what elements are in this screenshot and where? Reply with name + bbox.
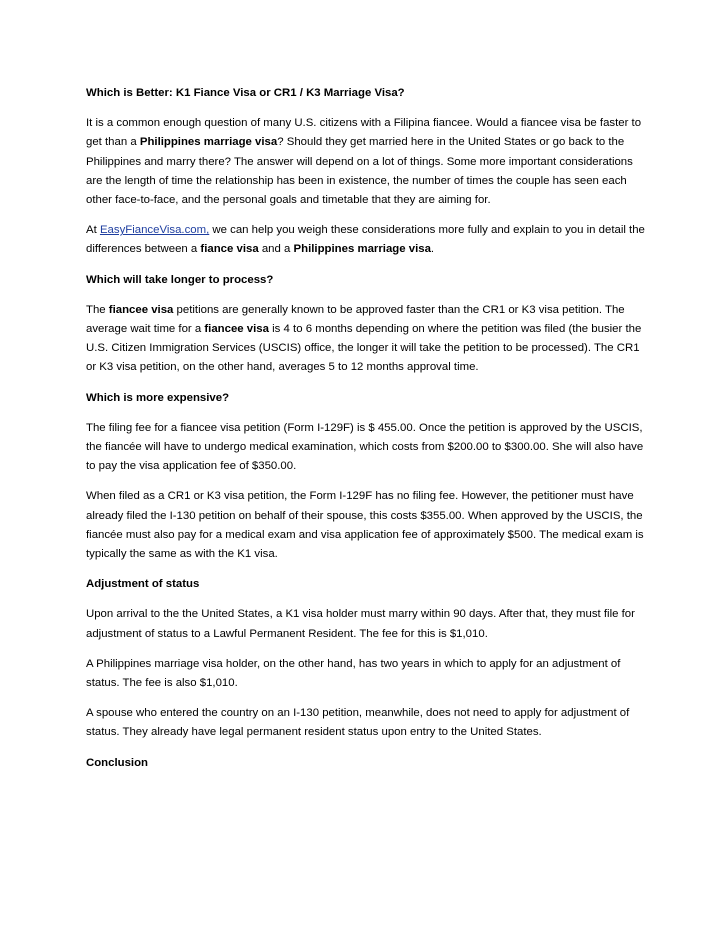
website-link[interactable]: EasyFianceVisa.com, (99, 224, 210, 237)
bold-term: fiancee visa (204, 323, 269, 336)
text-run: and a (258, 243, 294, 256)
text-run: At (86, 224, 100, 237)
section-heading-conclusion: Conclusion (86, 756, 149, 769)
document-title: Which is Better: K1 Fiance Visa or CR1 / K3 Marriage Visa? (86, 87, 405, 99)
document-page (86, 84, 646, 784)
intro-paragraph-2 (86, 221, 646, 259)
section-heading-processing: Which will take longer to process? (86, 273, 274, 286)
text-run: ? Should they get married here in the United States or go back to the Philippines and marry there? The answer will depend on a lot of things. Some more important considerations are the length of time the relationship has been in existence, the number of times the couple has seen each other face-to-face, and the personal goals and timetable that they are aiming for. (86, 136, 633, 207)
section-heading-expense: Which is more expensive? (86, 391, 230, 404)
bold-term: Philippines marriage visa (139, 136, 278, 149)
text-run: petitions are generally known to be approved faster than the CR1 or K3 visa petition. The average wait time for a (86, 303, 625, 336)
bold-term: fiance visa (200, 243, 259, 256)
expense-paragraph-1: The filing fee for a fiancee visa petition (Form I-129F) is $ 455.00. Once the petition is approved by the USCIS, the fiancée will have to undergo medical examination, which costs from $200.00 to $300.00. She will also have to pay the visa application fee of $350.00. (86, 421, 644, 473)
adjustment-paragraph-3: A spouse who entered the country on an I-130 petition, meanwhile, does not need to apply for adjustment of status. They already have legal permanent resident status upon entry to the United States. (86, 707, 630, 739)
adjustment-paragraph-1: Upon arrival to the the United States, a K1 visa holder must marry within 90 days. After that, they must file for adjustment of status to a Lawful Permanent Resident. The fee for this is $1,010. (86, 608, 635, 640)
text-run: we can help you weigh these considerations more fully and explain to you in detail the differences between a (86, 224, 645, 256)
bold-term: Philippines marriage visa (293, 243, 431, 256)
processing-paragraph (86, 301, 646, 378)
bold-term: fiancee visa (108, 303, 174, 316)
expense-paragraph-2: When filed as a CR1 or K3 visa petition, the Form I-129F has no filing fee. However, the petitioner must have already filed the I-130 petition on behalf of their spouse, this costs $355.00. When approved by the USCIS, the fiancée must also pay for a medical exam and visa application fee of approximately $500. The medical exam is typically the same as with the K1 visa. (86, 490, 644, 561)
text-run: . (430, 243, 435, 256)
text-run: The (86, 303, 109, 316)
section-heading-adjustment: Adjustment of status (86, 578, 200, 591)
adjustment-paragraph-2: A Philippines marriage visa holder, on the other hand, has two years in which to apply for an adjustment of status. The fee is also $1,010. (86, 657, 621, 690)
intro-paragraph-1 (86, 114, 646, 210)
text-run: It is a common enough question of many U.S. citizens with a Filipina fiancee. Would a fiancee visa be faster to get than a (86, 117, 642, 149)
text-run: is 4 to 6 months depending on where the petition was filed (the busier the U.S. Citizen Immigration Services (USCIS) office, the longer it will take the petition to be processed). The CR1 or K3 visa petition, on the other hand, averages 5 to 12 months approval time. (86, 323, 642, 374)
